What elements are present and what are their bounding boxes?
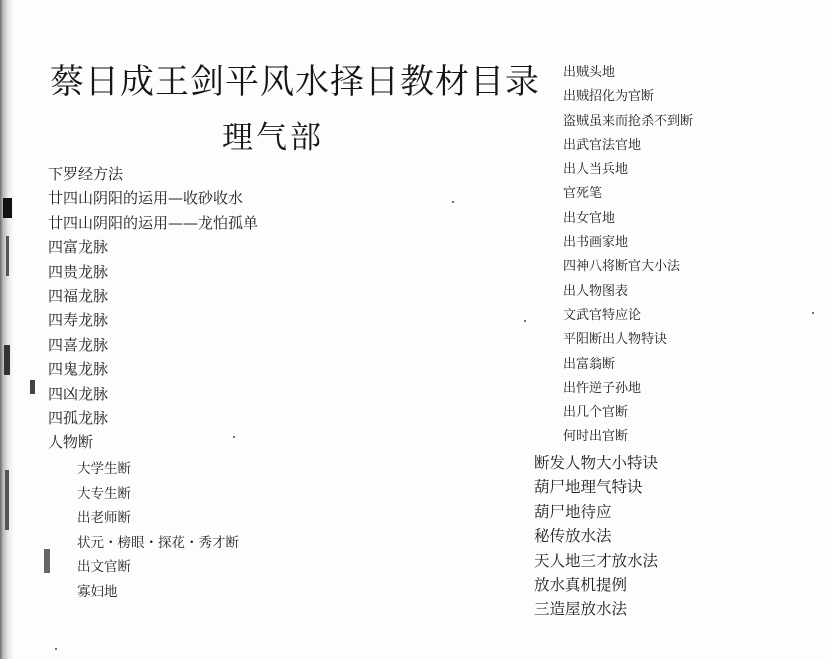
- toc-subentry: 官死笔: [563, 186, 603, 202]
- toc-entry: 廿四山阴阳的运用—收砂收水: [48, 189, 244, 208]
- scan-speck: [524, 320, 526, 322]
- toc-entry: 下罗经方法: [48, 165, 124, 183]
- right-sub-list: [563, 61, 693, 450]
- toc-entry: 四喜龙脉: [48, 335, 109, 354]
- scan-speck: [55, 648, 57, 650]
- toc-subentry: 盗贼虽来而抢杀不到断: [563, 113, 694, 129]
- toc-entry: 葫尸地理气特诀: [534, 478, 643, 497]
- toc-subentry: 出贼头地: [563, 65, 616, 80]
- scan-speck: [452, 201, 454, 203]
- toc-subentry: 四神八将断官大小法: [563, 259, 681, 275]
- toc-entry: 四凶龙脉: [48, 384, 109, 403]
- toc-subentry: 大专生断: [77, 485, 131, 502]
- toc-subentry: 何时出官断: [563, 429, 629, 445]
- toc-entry: 四贵龙脉: [48, 262, 109, 281]
- toc-subentry: 状元・榜眼・探花・秀才断: [77, 534, 239, 551]
- toc-entry: 三造屋放水法: [534, 600, 628, 619]
- toc-subentry: 出几个官断: [563, 405, 629, 421]
- scan-edge-shadow: [0, 0, 14, 659]
- scan-mark: [3, 198, 12, 218]
- left-main-list: [48, 162, 258, 455]
- scan-mark: [4, 345, 10, 375]
- toc-entry: 四孤龙脉: [48, 409, 109, 428]
- toc-subentry: 出贼招化为官断: [563, 89, 655, 105]
- toc-entry: 廿四山阴阳的运用——龙怕孤单: [48, 213, 259, 232]
- toc-entry: 人物断: [48, 433, 94, 452]
- scan-mark: [44, 549, 50, 573]
- scan-mark: [30, 380, 35, 394]
- toc-entry: 秘传放水法: [534, 527, 612, 546]
- scan-mark: [5, 470, 9, 530]
- toc-entry: 四富龙脉: [48, 238, 109, 257]
- toc-subentry: 大学生断: [77, 461, 131, 477]
- left-sub-list: [77, 457, 239, 605]
- scan-speck: [812, 312, 814, 314]
- toc-subentry: 出人物图表: [563, 283, 629, 299]
- document-title: 蔡日成王剑平风水择日教材目录: [50, 62, 540, 102]
- toc-subentry: 出女官地: [563, 210, 616, 226]
- toc-entry: 放水真机提例: [534, 576, 628, 595]
- toc-entry: 四寿龙脉: [48, 311, 109, 330]
- toc-subentry: 文武官特应论: [563, 307, 642, 323]
- toc-subentry: 平阳断出人物特诀: [563, 332, 668, 348]
- toc-entry: 天人地三才放水法: [534, 551, 659, 570]
- right-main-list: [534, 451, 658, 622]
- document-subtitle: 理气部: [222, 120, 324, 156]
- toc-subentry: 寡妇地: [77, 583, 118, 600]
- toc-entry: 断发人物大小特诀: [534, 454, 659, 472]
- toc-subentry: 出文官断: [77, 559, 131, 576]
- toc-subentry: 出书画家地: [563, 235, 629, 251]
- toc-entry: 四福龙脉: [48, 287, 109, 306]
- toc-subentry: 出忤逆子孙地: [563, 380, 642, 396]
- toc-subentry: 出富翁断: [563, 356, 616, 372]
- toc-subentry: 出人当兵地: [563, 162, 629, 178]
- toc-entry: 葫尸地待应: [534, 502, 612, 521]
- toc-subentry: 出武官法官地: [563, 137, 642, 153]
- scan-mark: [6, 236, 9, 276]
- toc-subentry: 出老师断: [77, 510, 131, 527]
- toc-entry: 四鬼龙脉: [48, 360, 109, 379]
